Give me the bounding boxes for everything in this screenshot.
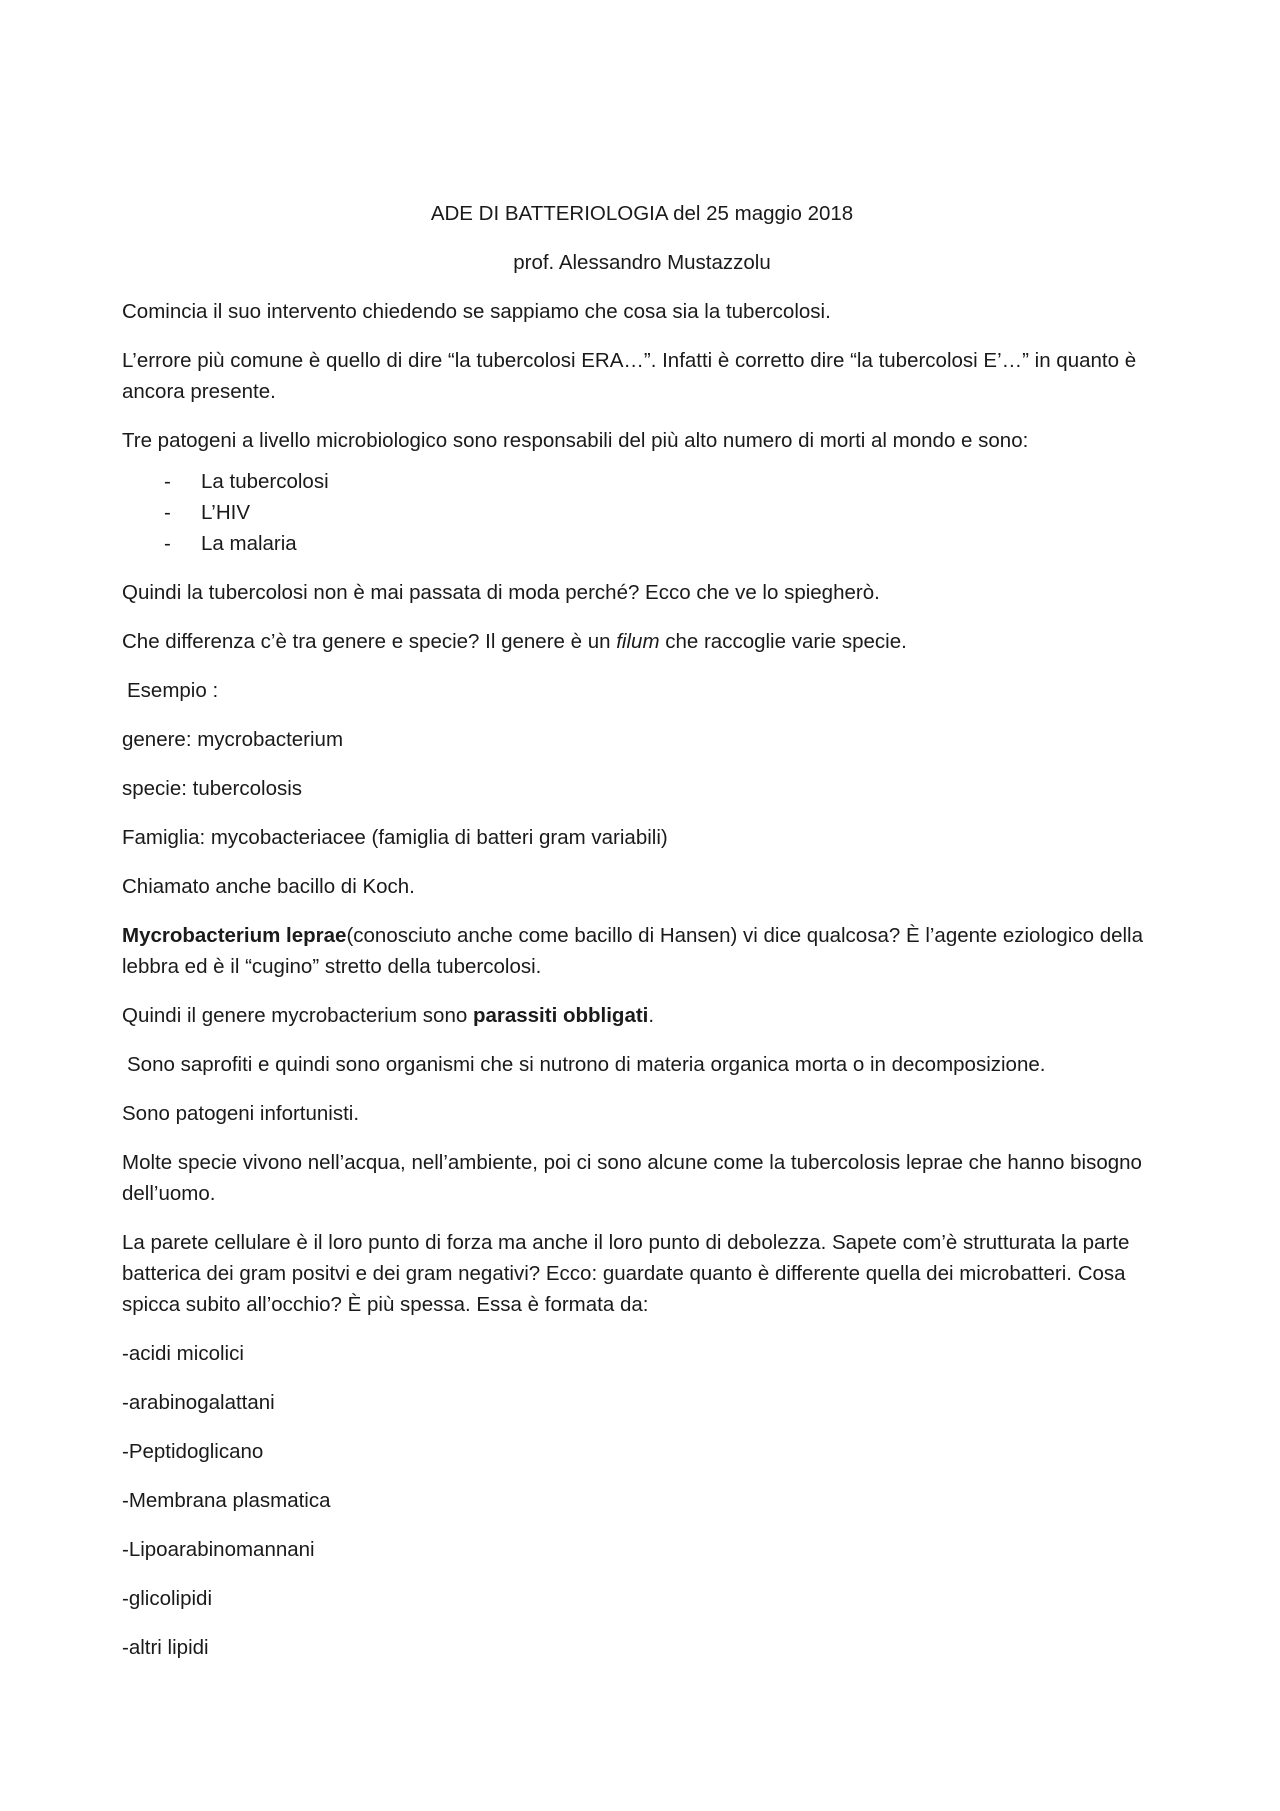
italic-term: filum — [616, 630, 660, 653]
component-item: -Membrana plasmatica — [122, 1489, 331, 1512]
paragraph-example: Esempio : — [127, 679, 219, 702]
component-item: -acidi micolici — [122, 1342, 244, 1365]
component-item: -altri lipidi — [122, 1636, 209, 1659]
paragraph-leprae: Mycrobacterium leprae(conosciuto anche come bacillo di Hansen) vi dice qualcosa? È l’agente eziologico della lebbra ed è il “cugino” stretto della tubercolosi. — [122, 924, 1144, 978]
component-item: -arabinogalattani — [122, 1391, 275, 1414]
dash-bullet: - — [164, 532, 171, 555]
list-item: - La malaria — [122, 528, 1162, 559]
bold-term: Mycrobacterium leprae — [122, 924, 347, 947]
pathogen-list — [122, 466, 1162, 559]
paragraph-genus: genere: mycrobacterium — [122, 728, 344, 751]
paragraph-pathogens: Sono patogeni infortunisti. — [122, 1102, 360, 1125]
document-author: prof. Alessandro Mustazzolu — [513, 251, 771, 274]
paragraph-genus-species: Che differenza c’è tra genere e specie? Il genere è un filum che raccoglie varie specie. — [122, 630, 907, 653]
component-item: -Peptidoglicano — [122, 1440, 264, 1463]
paragraph-fashion: Quindi la tubercolosi non è mai passata di moda perché? Ecco che ve lo spiegherò. — [122, 581, 880, 604]
dash-bullet: - — [164, 501, 171, 524]
paragraph-cell-wall: La parete cellulare è il loro punto di forza ma anche il loro punto di debolezza. Sapete com’è strutturata la parte batterica dei gram positvi e dei gram negativi? Ecco: guardate quanto è differente quella dei microbatteri. Cosa spicca subito all’occhio? È più spessa. Essa è formata da: — [122, 1231, 1130, 1316]
paragraph-three-pathogens: Tre patogeni a livello microbiologico sono responsabili del più alto numero di morti al mondo e sono: — [122, 429, 1029, 452]
dash-bullet: - — [164, 470, 171, 493]
paragraph-saprophytes: Sono saprofiti e quindi sono organismi che si nutrono di materia organica morta o in decomposizione. — [127, 1053, 1046, 1076]
list-item: - La tubercolosi — [122, 466, 1162, 497]
list-item: - L’HIV — [122, 497, 1162, 528]
paragraph-species: specie: tubercolosis — [122, 777, 303, 800]
document-title: ADE DI BATTERIOLOGIA del 25 maggio 2018 — [430, 202, 854, 225]
document-page — [122, 198, 1162, 1681]
paragraph-koch: Chiamato anche bacillo di Koch. — [122, 875, 415, 898]
paragraph-habitat: Molte specie vivono nell’acqua, nell’ambiente, poi ci sono alcune come la tubercolosis leprae che hanno bisogno dell’uomo. — [122, 1151, 1142, 1205]
paragraph-intro: Comincia il suo intervento chiedendo se sappiamo che cosa sia la tubercolosi. — [122, 300, 831, 323]
paragraph-family: Famiglia: mycobacteriacee (famiglia di batteri gram variabili) — [122, 826, 668, 849]
component-item: -Lipoarabinomannani — [122, 1538, 315, 1561]
bold-term: parassiti obbligati — [472, 1004, 649, 1027]
paragraph-common-error: L’errore più comune è quello di dire “la tubercolosi ERA…”. Infatti è corretto dire “la tubercolosi E’…” in quanto è ancora presente. — [122, 349, 1137, 403]
paragraph-obligate-parasites: Quindi il genere mycrobacterium sono parassiti obbligati. — [122, 1004, 655, 1027]
component-item: -glicolipidi — [122, 1587, 213, 1610]
